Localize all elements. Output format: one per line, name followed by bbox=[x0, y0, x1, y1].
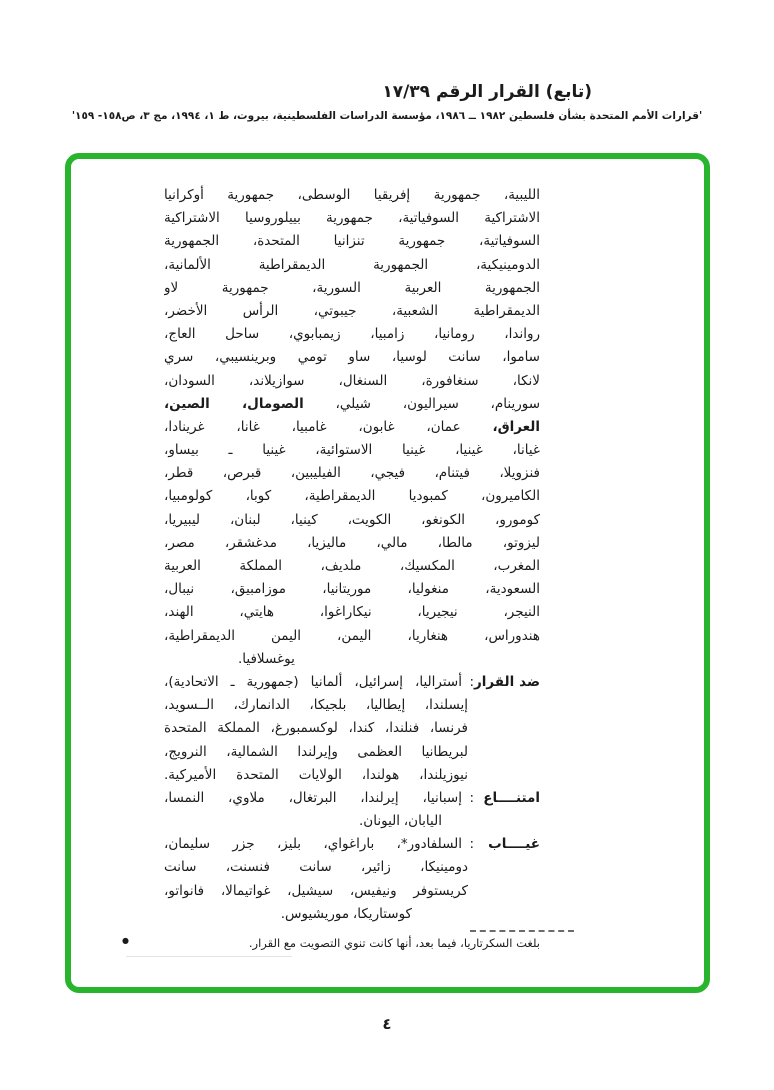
text-line: دومينيكا، زائير، سانت فنسنت، سانت bbox=[164, 859, 468, 876]
vote-section bbox=[164, 833, 540, 926]
vote-section-label: امتنــــاع bbox=[483, 789, 540, 806]
text-line: الديمقراطية الشعبية، جيبوتي، الرأس الأخضر، bbox=[164, 302, 540, 319]
text-line bbox=[164, 787, 540, 810]
emphasized-phrase: العراق، bbox=[492, 418, 540, 435]
page-number: ٤ bbox=[382, 1015, 392, 1033]
text-line: غيانا، غينيا، غينيا الاستوائية، غينيا ـ بيساو، bbox=[164, 442, 540, 459]
vote-section-label: غيــــاب bbox=[488, 836, 540, 853]
text-column bbox=[122, 184, 540, 951]
section-first-line: السلفادور*، باراغواي، بليز، جزر سليمان، bbox=[164, 836, 462, 853]
text-line: الدومينيكية، الجمهورية الديمقراطية الألمانية، bbox=[164, 256, 540, 273]
footnote-separator bbox=[470, 930, 574, 932]
text-line: ليزوتو، مالطا، مالي، ماليزيا، مدغشقر، مصر، bbox=[164, 534, 540, 551]
section-first-line: إسبانيا، إيرلندا، البرتغال، ملاوي، النمسا، bbox=[164, 789, 462, 806]
scan-artifact-line bbox=[126, 956, 292, 957]
text-line: هندوراس، هنغاريا، اليمن، اليمن الديمقراطية، bbox=[164, 627, 540, 644]
footnote bbox=[122, 935, 540, 951]
text-line: إيسلندا، إيطاليا، بلجيكا، الدانمارك، الــسويد، bbox=[164, 697, 468, 714]
label-colon: : bbox=[469, 789, 474, 806]
text-line: نيوزيلندا، هولندا، الولايات المتحدة الأميركية. bbox=[164, 766, 468, 783]
page-title: (تابع) القرار الرقم ١٧/٣٩ bbox=[382, 82, 592, 102]
text-line: الليبية، جمهورية إفريقيا الوسطى، جمهورية أوكرانيا bbox=[164, 187, 540, 203]
text-line: المغرب، المكسيك، ملديف، المملكة العربية bbox=[164, 558, 540, 574]
text-line: لانكا، سنغافورة، السنغال، سوازيلاند، السودان، bbox=[164, 372, 540, 389]
vote-section bbox=[164, 787, 540, 833]
text-line: لبريطانيا العظمى وإيرلندا الشمالية، النرويج، bbox=[164, 743, 468, 760]
text-line: اليابان، اليونان. bbox=[359, 813, 442, 830]
text-line: سورينام، سيراليون، شيلي، الصومال، الصين، bbox=[164, 395, 540, 412]
text-line bbox=[164, 671, 540, 694]
text-line: العراق، عمان، غابون، غامبيا، غانا، غرينادا، bbox=[164, 418, 540, 435]
label-colon: : bbox=[469, 836, 474, 853]
text-line: الكاميرون، كمبوديا الديمقراطية، كوبا، كولومبيا، bbox=[164, 488, 540, 505]
text-line: النيجر، نيجيريا، نيكاراغوا، هايتي، الهند، bbox=[164, 604, 540, 621]
vote-section bbox=[164, 671, 540, 787]
text-line: يوغسلافيا. bbox=[238, 650, 295, 667]
footnote-text: بلغت السكرتاريا، فيما بعد، أنها كانت تنوي التصويت مع القرار. bbox=[248, 936, 540, 950]
emphasized-phrase: الصومال، الصين، bbox=[164, 395, 304, 412]
text-line: الاشتراكية السوفياتية، جمهورية بييلوروسيا الاشتراكية bbox=[164, 210, 540, 227]
source-citation: 'قرارات الأمم المتحدة بشأن فلسطين ١٩٨٢ ــ ١٩٨٦، مؤسسة الدراسات الفلسطينية، بيروت، ط ١، ١٩٩٤، مج ٣، ص١٥٨- ١٥٩' bbox=[71, 110, 703, 122]
text-line: كريستوفر ونيفيس، سيشيل، غواتيمالا، فانواتو، bbox=[164, 882, 468, 899]
text-line: السعودية، منغوليا، موريتانيا، موزامبيق، نيبال، bbox=[164, 581, 540, 598]
vote-section-label: ضد القرار bbox=[474, 673, 540, 690]
text-line: فرنسا، فنلندا، كندا، لوكسمبورغ، المملكة المتحدة bbox=[164, 720, 468, 737]
text-line: فنزويلا، فيتنام، فيجي، الفيليبين، قبرص، قطر، bbox=[164, 465, 540, 482]
in-favor-list bbox=[164, 184, 540, 671]
vote-sections bbox=[164, 671, 540, 926]
section-first-line: أستراليا، إسرائيل، ألمانيا (جمهورية ـ الاتحادية)، bbox=[164, 673, 462, 690]
text-line bbox=[164, 833, 540, 856]
footnote-bullet-icon: ● bbox=[122, 936, 129, 945]
label-colon: : bbox=[469, 673, 474, 690]
text-line: كوستاريكا، موريشيوس. bbox=[280, 905, 412, 922]
text-line: السوفياتية، جمهورية تنزانيا المتحدة، الجمهورية bbox=[164, 233, 540, 250]
text-line: رواندا، رومانيا، زامبيا، زيمبابوي، ساحل العاج، bbox=[164, 326, 540, 343]
text-line: ساموا، سانت لوسيا، ساو تومي وبرينسيبي، سري bbox=[164, 349, 540, 366]
text-line: الجمهورية العربية السورية، جمهورية لاو bbox=[164, 279, 540, 296]
text-line: كومورو، الكونغو، الكويت، كينيا، لبنان، ليبيريا، bbox=[164, 511, 540, 528]
